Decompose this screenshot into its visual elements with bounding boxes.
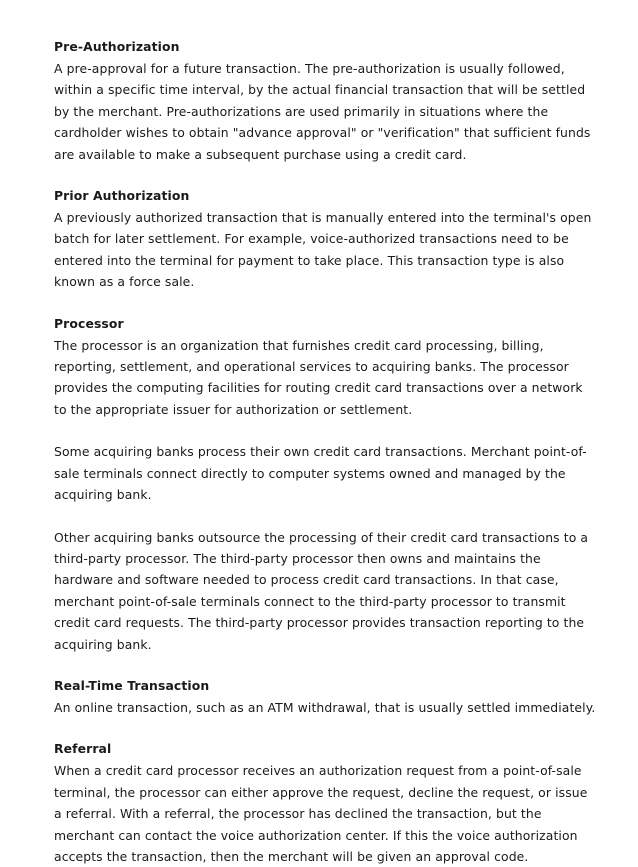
- definition-paragraph: An online transaction, such as an ATM withdrawal, that is usually settled immediately.: [54, 699, 596, 715]
- term-heading: Prior Authorization: [54, 188, 190, 204]
- glossary-entry-processor: [54, 313, 598, 655]
- spacer: [54, 165, 598, 185]
- spacer: [54, 293, 598, 313]
- term-heading: Processor: [54, 315, 124, 331]
- spacer: [54, 506, 598, 527]
- glossary-entry-real-time-transaction: [54, 675, 598, 718]
- term-heading: Referral: [54, 741, 112, 757]
- spacer: [54, 655, 598, 675]
- glossary-entry-pre-authorization: [54, 36, 598, 165]
- spacer: [54, 718, 598, 738]
- term-heading: Pre-Authorization: [54, 39, 180, 54]
- definition-paragraph: Some acquiring banks process their own credit card transactions. Merchant point-of-sale terminals connect directly to computer systems owned and managed by the acquiring bank.: [54, 444, 587, 503]
- definition-paragraph: The processor is an organization that furnishes credit card processing, billing, reporting, settlement, and operational services to acquiring banks. The processor provides the computing facilities for routing credit card transactions over a network to the appropriate issuer for authorization or settlement.: [54, 337, 583, 417]
- definition-paragraph: A previously authorized transaction that is manually entered into the terminal's open batch for later settlement. For example, voice-authorized transactions need to be entered into the terminal for payment to take place. This transaction type is also known as a force sale.: [54, 210, 592, 290]
- term-heading: Real-Time Transaction: [54, 677, 210, 693]
- definition-paragraph: A pre-approval for a future transaction. The pre-authorization is usually followed, within a specific time interval, by the actual financial transaction that will be settled by the merchant. Pre-authorizations are used primarily in situations where the cardholder wishes to obtain "advance approval" or "verification" that sufficient funds are available to make a subsequent purchase using a credit card.: [54, 61, 591, 162]
- definition-paragraph: Other acquiring banks outsource the processing of their credit card transactions to a third-party processor. The third-party processor then owns and maintains the hardware and software needed to process credit card transactions. In that case, merchant point-of-sale terminals connect to the third-party processor to transmit credit card requests. The third-party processor provides transaction reporting to the acquiring bank.: [54, 529, 589, 652]
- glossary-entry-prior-authorization: [54, 185, 598, 293]
- spacer: [54, 420, 598, 441]
- definition-paragraph: When a credit card processor receives an authorization request from a point-of-sale terminal, the processor can either approve the request, decline the request, or issue a referral. With a referral, the processor has declined the transaction, but the merchant can contact the voice authorization center. If this the voice authorization accepts the transaction, then the merchant will be given an approval code.: [54, 763, 588, 864]
- glossary-entry-referral: [54, 738, 598, 867]
